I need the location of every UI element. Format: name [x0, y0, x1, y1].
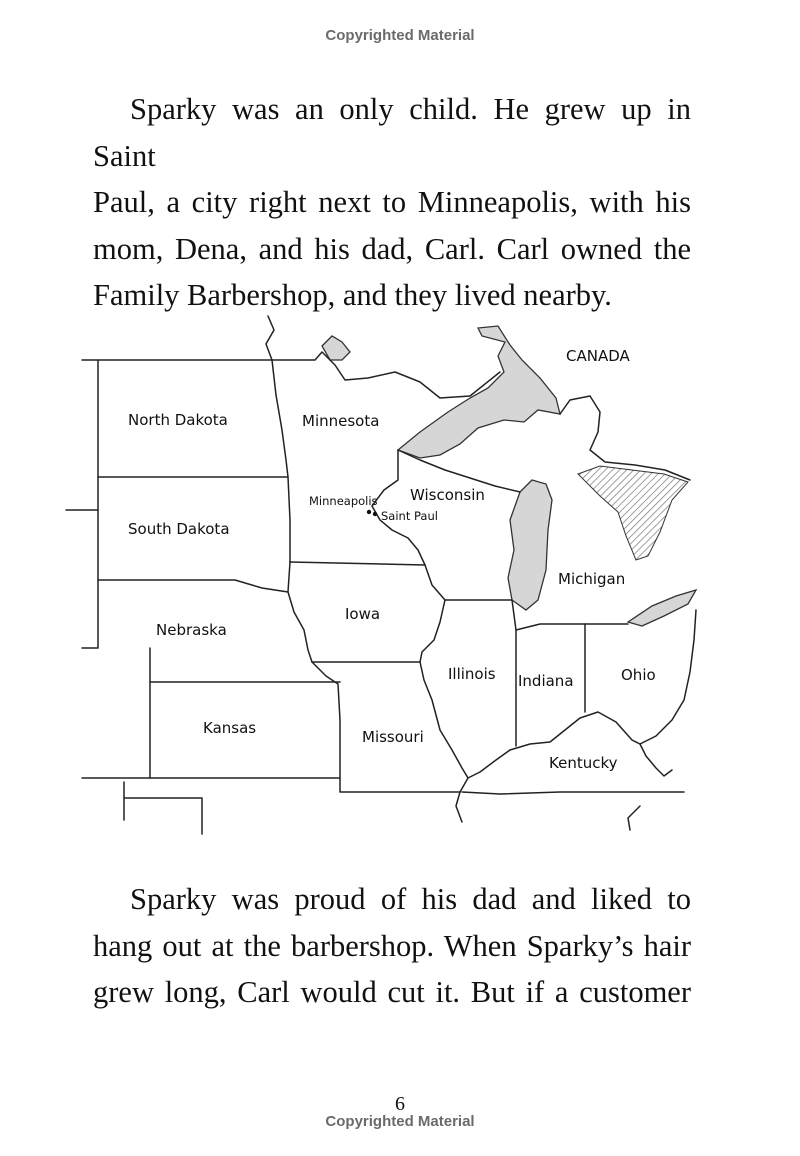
ia-west-border — [288, 562, 312, 662]
mn-west-border — [272, 360, 290, 562]
north-wiggle — [266, 316, 274, 360]
copyright-watermark-bottom: Copyrighted Material — [325, 1113, 475, 1130]
ky-south-border — [462, 792, 684, 794]
nebraska-label: Nebraska — [156, 621, 227, 639]
iowa-label: Iowa — [345, 605, 381, 623]
west-border — [82, 360, 98, 648]
paragraph-line: hang out at the barbershop. When Sparky’s hair — [93, 928, 691, 963]
canada-label: CANADA — [566, 347, 630, 365]
lake-michigan — [508, 480, 552, 610]
kentucky-label: Kentucky — [549, 754, 618, 772]
lake-superior — [398, 326, 560, 458]
ne-ks-border — [150, 648, 340, 682]
saint-paul-dot — [373, 512, 377, 516]
ky-east-border — [640, 744, 672, 776]
paragraph-line: mom, Dena, and his dad, Carl. Carl owned the — [93, 231, 691, 266]
paragraph-line: grew long, Carl would cut it. But if a customer — [93, 975, 691, 1009]
michigan-label: Michigan — [558, 570, 626, 588]
minneapolis-label: Minneapolis — [309, 494, 378, 508]
south-dakota-label: South Dakota — [128, 520, 230, 538]
sd-ne-border — [98, 580, 288, 592]
kansas-label: Kansas — [203, 719, 257, 737]
missouri-label: Missouri — [362, 728, 424, 746]
in-north-border — [516, 624, 585, 630]
page-number: 6 — [395, 1093, 405, 1115]
canada-border — [82, 352, 500, 398]
lake-erie — [628, 590, 696, 626]
minnesota-label: Minnesota — [302, 412, 380, 430]
illinois-label: Illinois — [448, 665, 496, 683]
ohio-label: Ohio — [621, 666, 656, 684]
mo-west-border — [312, 662, 460, 792]
lake-huron — [578, 466, 688, 560]
il-south-tip — [468, 750, 510, 778]
indiana-label: Indiana — [518, 672, 574, 690]
paragraph-line: Paul, a city right next to Minneapolis, with his — [93, 185, 691, 219]
minneapolis-dot — [367, 510, 371, 514]
north-dakota-label: North Dakota — [128, 411, 228, 429]
mn-ia-border — [290, 562, 425, 565]
oh-river — [510, 712, 640, 750]
paragraph-line: Family Barbershop, and they lived nearby. — [93, 278, 612, 312]
wisconsin-label: Wisconsin — [410, 486, 485, 504]
paragraph-line: Sparky was proud of his dad and liked to — [130, 882, 691, 916]
copyright-watermark-top: Copyrighted Material — [325, 27, 475, 44]
mn-east-border — [372, 450, 425, 565]
paragraph-2 — [93, 876, 691, 1016]
saint-paul-label: Saint Paul — [381, 509, 438, 523]
canada-border-east — [560, 396, 690, 480]
paragraph-line: Sparky was an only child. He grew up in Saint — [93, 92, 691, 173]
ia-east-border — [420, 565, 445, 662]
